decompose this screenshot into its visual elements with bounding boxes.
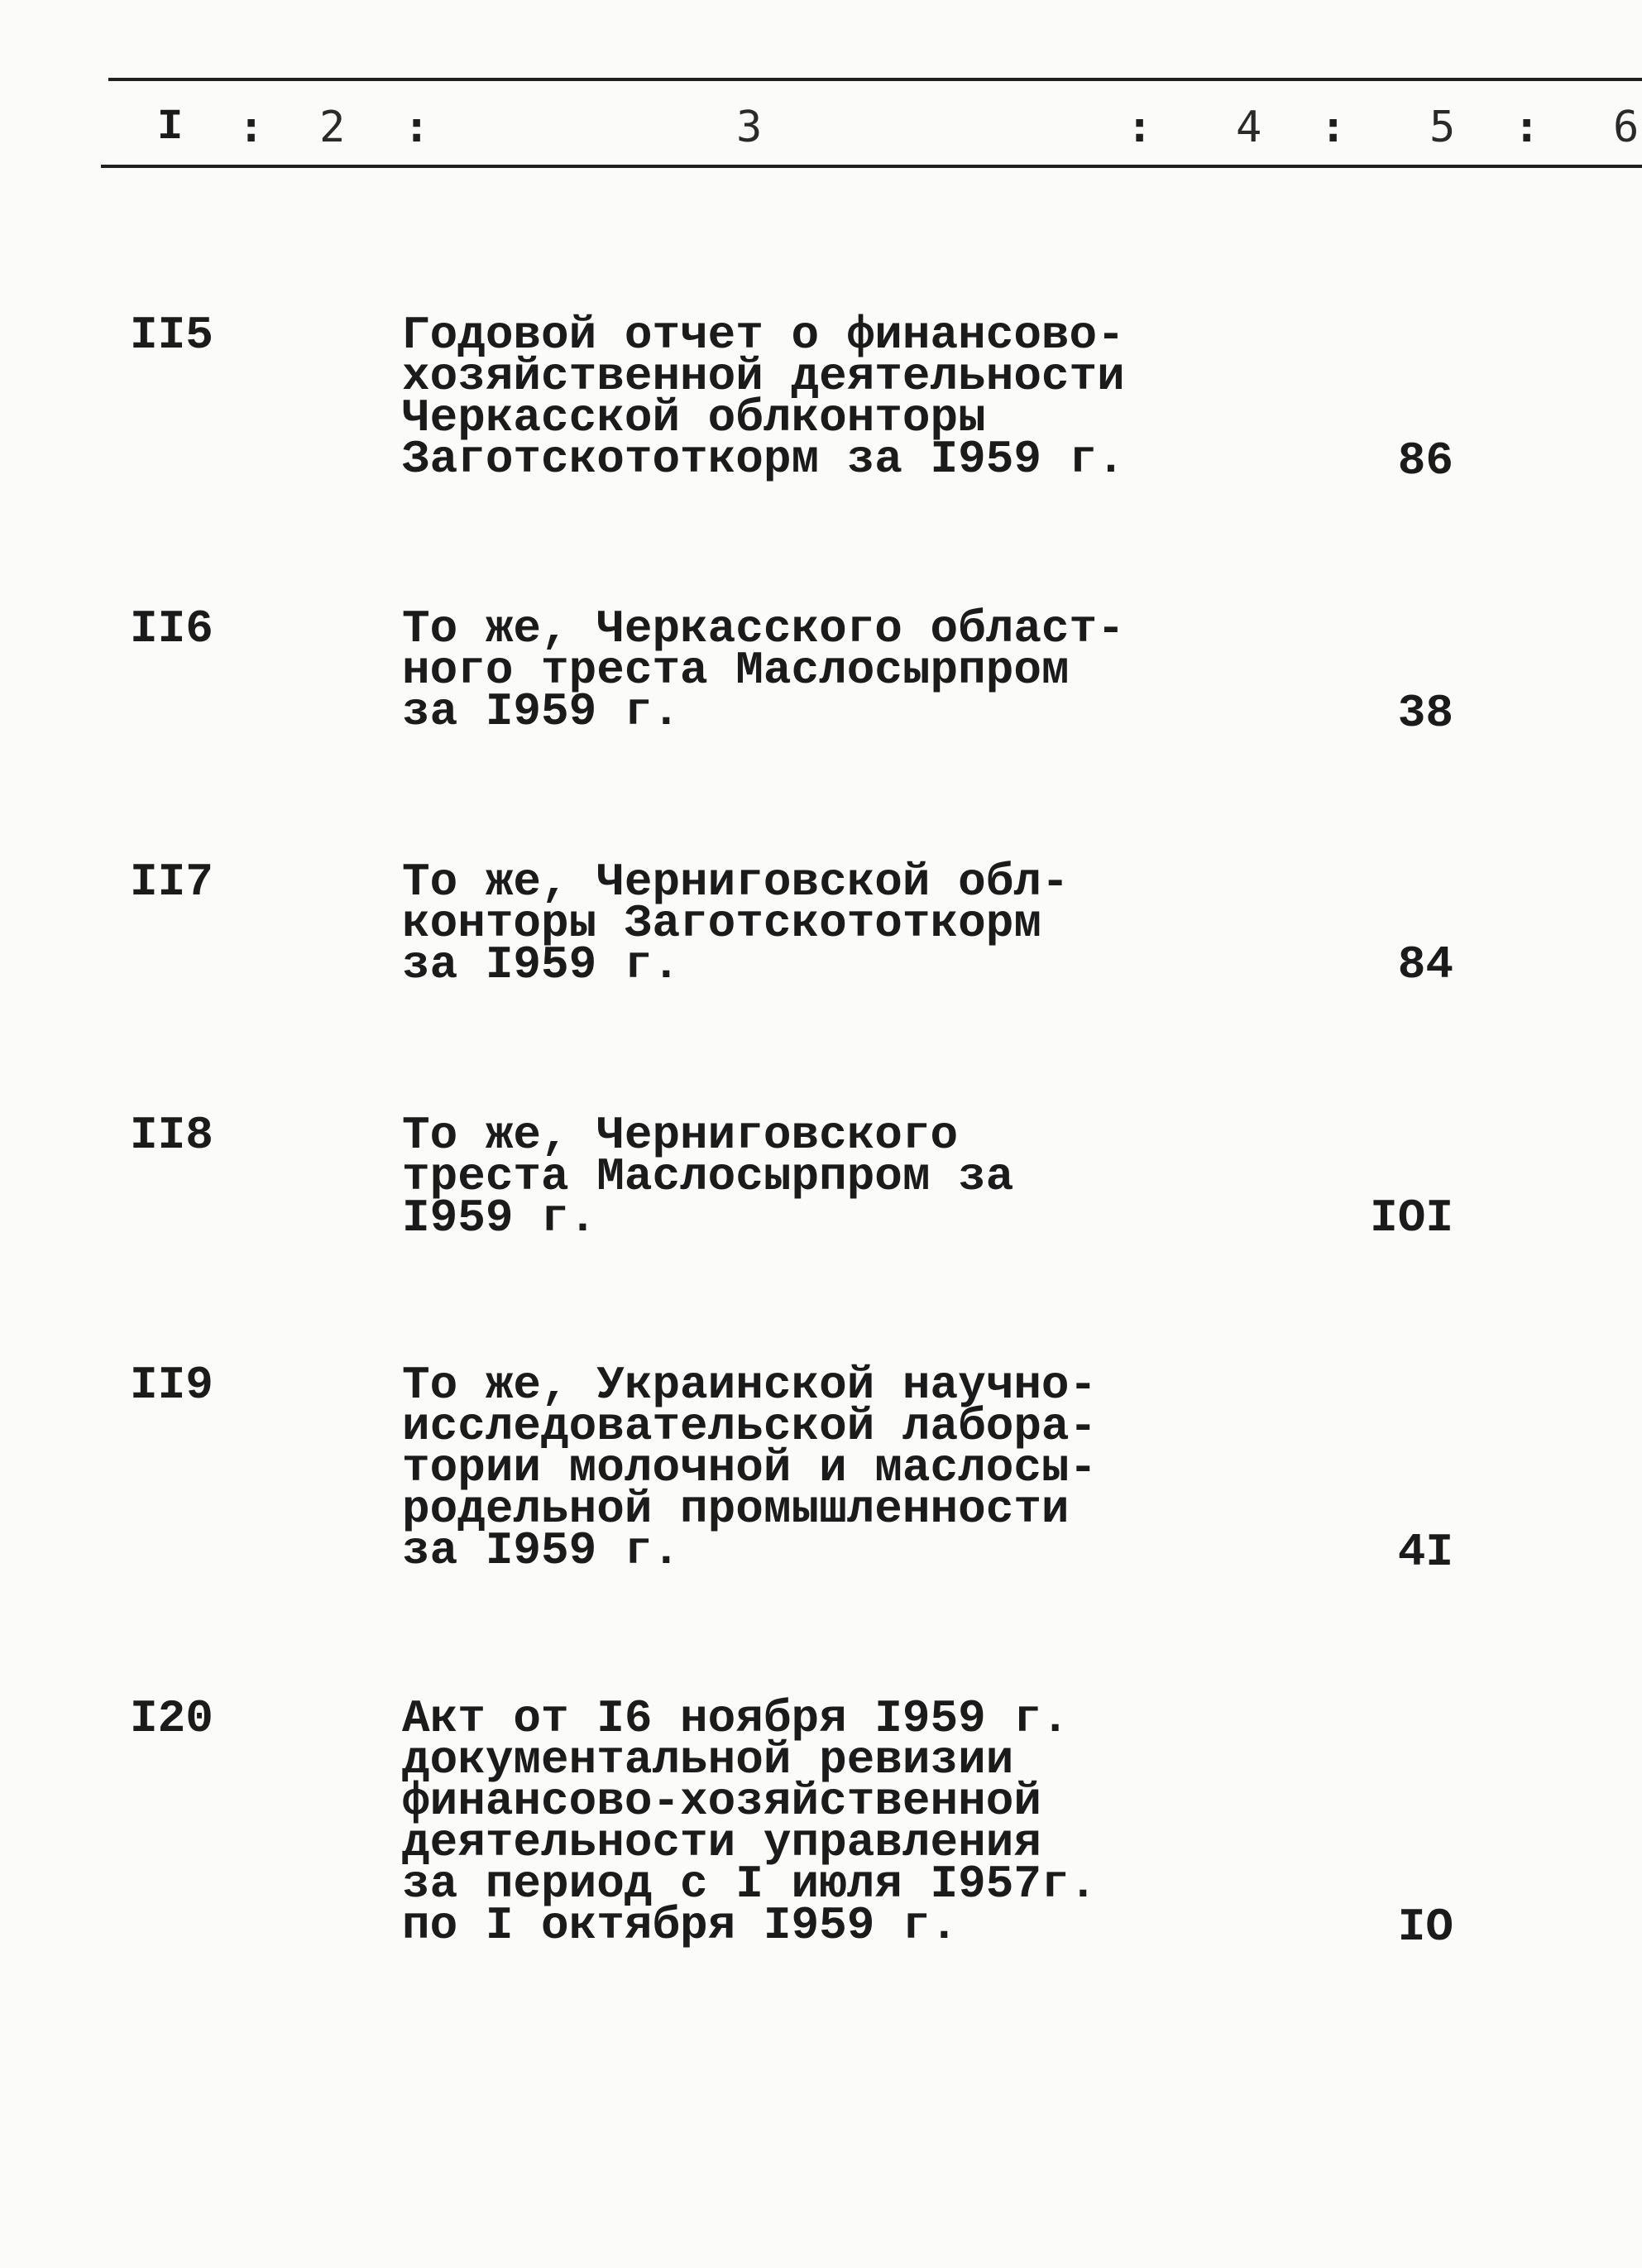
entry-title-line: То же, Черниговского bbox=[402, 1109, 959, 1162]
inventory-entry bbox=[0, 1109, 1642, 1379]
entry-title-line: То же, Черкасского област- bbox=[402, 602, 1125, 655]
column-header-1: I bbox=[157, 103, 184, 151]
entry-title-line: за I959 г. bbox=[402, 1524, 681, 1577]
entry-title bbox=[402, 856, 1070, 991]
entry-number: II5 bbox=[130, 309, 213, 362]
entry-title-line: конторы Заготскототкорм bbox=[402, 897, 1041, 950]
entry-title-line: Заготскототкорм за I959 г. bbox=[402, 433, 1125, 486]
entry-title-line: Годовой отчет о финансово- bbox=[402, 309, 1125, 362]
entry-title-line: Черкасской облконторы bbox=[402, 391, 986, 444]
entry-title-line: То же, Украинской научно- bbox=[402, 1359, 1098, 1412]
column-header-2: 2 bbox=[319, 103, 346, 152]
column-separator: : bbox=[238, 103, 265, 152]
entry-title-line: по I октября I959 г. bbox=[402, 1899, 959, 1952]
entry-title bbox=[402, 1359, 1098, 1577]
entry-page-count: 84 bbox=[1397, 938, 1453, 991]
entry-title-line: финансово-хозяйственной bbox=[402, 1775, 1041, 1828]
column-separator: : bbox=[1514, 103, 1540, 152]
column-separator: : bbox=[1127, 103, 1153, 152]
entry-page-count: 4I bbox=[1397, 1526, 1453, 1579]
entry-page-count: IO bbox=[1397, 1901, 1453, 1954]
column-separator: : bbox=[404, 103, 430, 152]
header-top-rule bbox=[108, 78, 1642, 81]
entry-number: II9 bbox=[130, 1359, 213, 1412]
column-header-5: 5 bbox=[1429, 103, 1456, 152]
entry-title-line: Акт от I6 ноября I959 г. bbox=[402, 1692, 1070, 1745]
entry-title-line: тории молочной и маслосы- bbox=[402, 1441, 1098, 1494]
entry-title-line: за период с I июля I957г. bbox=[402, 1858, 1098, 1911]
entry-title-line: родельной промышленности bbox=[402, 1483, 1070, 1536]
column-header-6: 6 bbox=[1613, 103, 1640, 152]
entry-title-line: документальной ревизии bbox=[402, 1733, 1014, 1786]
entry-title bbox=[402, 1692, 1098, 1952]
entry-number: II8 bbox=[130, 1109, 213, 1162]
entry-title-line: ного треста Маслосырпром bbox=[402, 644, 1070, 697]
entry-title-line: деятельности управления bbox=[402, 1816, 1041, 1869]
entry-title bbox=[402, 309, 1125, 486]
entry-number: II7 bbox=[130, 856, 213, 909]
inventory-entry bbox=[0, 856, 1642, 1126]
column-header-4: 4 bbox=[1236, 103, 1262, 152]
entry-page-count: IOI bbox=[1370, 1192, 1453, 1244]
entry-number: I20 bbox=[130, 1692, 213, 1745]
entry-title-line: за I959 г. bbox=[402, 938, 681, 991]
entry-title-line: исследовательской лабора- bbox=[402, 1400, 1098, 1453]
entry-title bbox=[402, 1109, 1014, 1244]
entry-number: II6 bbox=[130, 602, 213, 655]
entry-title-line: То же, Черниговской обл- bbox=[402, 856, 1070, 909]
header-bottom-rule bbox=[101, 165, 1642, 168]
column-header-3: 3 bbox=[736, 103, 763, 152]
inventory-entry bbox=[0, 309, 1642, 579]
entry-title bbox=[402, 602, 1125, 738]
entry-title-line: треста Маслосырпром за bbox=[402, 1150, 1014, 1203]
column-separator: : bbox=[1320, 103, 1347, 152]
entry-title-line: за I959 г. bbox=[402, 685, 681, 738]
entry-title-line: I959 г. bbox=[402, 1192, 597, 1244]
entry-title-line: хозяйственной деятельности bbox=[402, 350, 1125, 403]
inventory-entry bbox=[0, 602, 1642, 873]
entry-page-count: 86 bbox=[1397, 434, 1453, 487]
entry-page-count: 38 bbox=[1397, 687, 1453, 740]
inventory-entry bbox=[0, 1692, 1642, 1963]
inventory-entry bbox=[0, 1359, 1642, 1629]
